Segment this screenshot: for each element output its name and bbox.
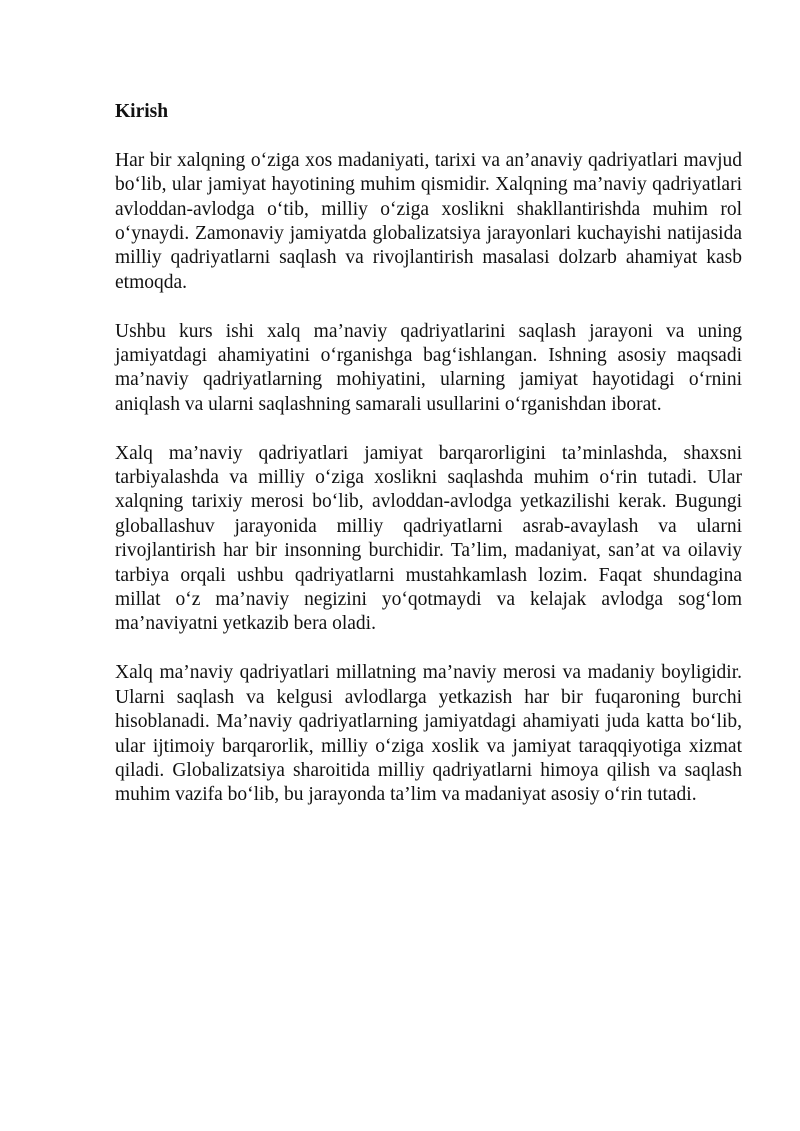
section-heading: Kirish: [115, 101, 169, 122]
paragraph-1: Har bir xalqning o‘ziga xos madaniyati, tarixi va an’anaviy qadriyatlari mavjud bo‘lib, ular jamiyat hayotining muhim qismidir. Xalqning ma’naviy qadriyatlari avloddan-avlodga o‘tib, milliy o‘ziga xoslikni shakllantirishda muhim rol o‘ynaydi. Zamonaviy jamiyatda globalizatsiya jarayonlari kuchayishi natijasida milliy qadriyatlarni saqlash va rivojlantirish masalasi dolzarb ahamiyat kasb etmoqda.: [115, 149, 742, 293]
paragraph-3: Xalq ma’naviy qadriyatlari jamiyat barqarorligini ta’minlashda, shaxsni tarbiyalashda va milliy o‘ziga xoslikni saqlashda muhim o‘rin tutadi. Ular xalqning tarixiy merosi bo‘lib, avloddan-avlodga yetkazilishi kerak. Bugungi globallashuv jarayonida milliy qadriyatlarni asrab-avaylash va ularni rivojlantirish har bir insonning burchidir. Ta’lim, madaniyat, san’at va oilaviy tarbiya orqali ushbu qadriyatlarni mustahkamlash lozim. Faqat shundagina millat o‘z ma’naviy negizini yo‘qotmaydi va kelajak avlodga sog‘lom ma’naviyatni yetkazib bera oladi.: [115, 442, 742, 635]
paragraph-2: Ushbu kurs ishi xalq ma’naviy qadriyatlarini saqlash jarayoni va uning jamiyatdagi ahamiyatini o‘rganishga bag‘ishlangan. Ishning asosiy maqsadi ma’naviy qadriyatlarning mohiyatini, ularning jamiyat hayotidagi o‘rnini aniqlash va ularni saqlashning samarali usullarini o‘rganishdan iborat.: [115, 320, 742, 415]
paragraph-4: Xalq ma’naviy qadriyatlari millatning ma’naviy merosi va madaniy boyligidir. Ularni saqlash va kelgusi avlodlarga yetkazish har bir fuqaroning burchi hisoblanadi. Ma’naviy qadriyatlarning jamiyatdagi ahamiyati juda katta bo‘lib, ular ijtimoiy barqarorlik, milliy o‘ziga xoslik va jamiyat taraqqiyotiga xizmat qiladi. Globalizatsiya sharoitida milliy qadriyatlarni himoya qilish va saqlash muhim vazifa bo‘lib, bu jarayonda ta’lim va madaniyat asosiy o‘rin tutadi.: [115, 662, 742, 806]
document-page: [115, 100, 742, 832]
